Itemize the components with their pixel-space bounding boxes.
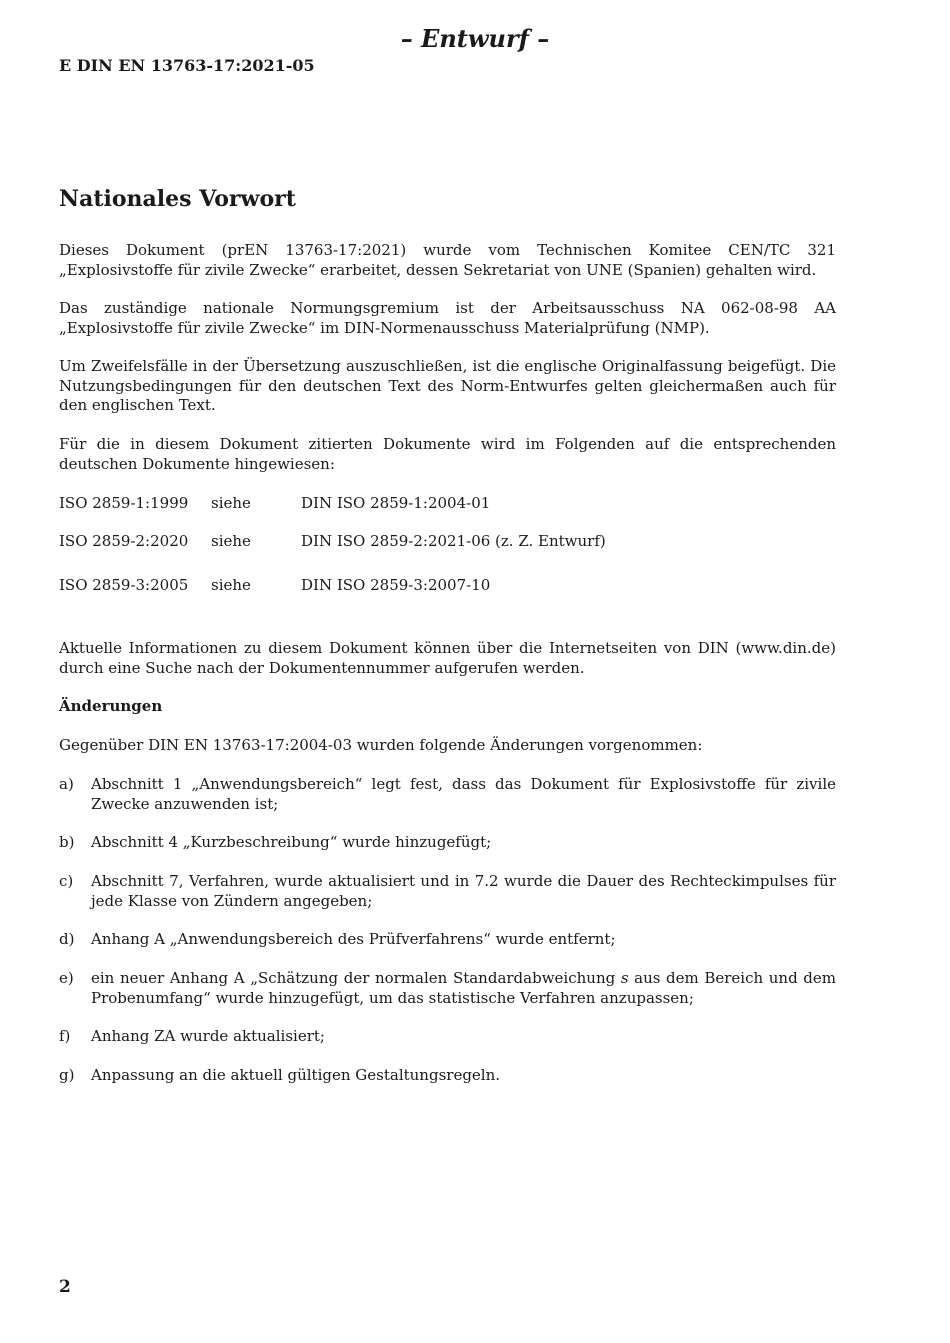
change-item-b (59, 833, 836, 853)
draft-watermark: – Entwurf – (400, 24, 550, 53)
reference-relation: siehe (211, 576, 251, 594)
list-item-text-part: ein neuer Anhang A „Schätzung der normalen Standardabweichung (91, 969, 621, 987)
document-id: E DIN EN 13763-17:2021-05 (59, 56, 315, 75)
list-item-text: Abschnitt 7, Verfahren, wurde aktualisiert und in 7.2 wurde die Dauer des Rechteckimpulses für jede Klasse von Zündern angegeben; (91, 872, 836, 910)
reference-source: ISO 2859-3:2005 (59, 576, 189, 594)
paragraph-din-info: Aktuelle Informationen zu diesem Dokument können über die Internetseiten von DIN (www.din.de) durch eine Suche nach der Dokumentennummer aufgerufen werden. (59, 639, 836, 677)
reference-target: DIN ISO 2859-1:2004-01 (301, 494, 491, 512)
change-item-g (59, 1066, 836, 1086)
reference-source: ISO 2859-1:1999 (59, 494, 189, 512)
change-item-e (59, 969, 836, 1008)
change-item-a (59, 775, 836, 814)
math-symbol-s: s (620, 969, 629, 987)
list-marker: g) (59, 1066, 75, 1084)
list-marker: c) (59, 872, 74, 890)
changes-intro: Gegenüber DIN EN 13763-17:2004-03 wurden folgende Änderungen vorgenommen: (59, 736, 703, 754)
list-item-text: Anpassung an die aktuell gültigen Gestaltungsregeln. (91, 1066, 501, 1084)
reference-relation: siehe (211, 494, 251, 512)
change-item-f (59, 1027, 836, 1047)
reference-target: DIN ISO 2859-3:2007-10 (301, 576, 491, 594)
changes-heading: Änderungen (59, 697, 163, 715)
list-item-text (91, 969, 836, 1008)
change-item-c (59, 872, 836, 911)
paragraph-translation: Um Zweifelsfälle in der Übersetzung auszuschließen, ist die englische Originalfassung beigefügt. Die Nutzungsbedingungen für den deutschen Text des Norm-Entwurfes gelten gleichermaßen auch für den englischen Text. (59, 357, 836, 414)
list-item-text: Anhang A „Anwendungsbereich des Prüfverfahrens“ wurde entfernt; (91, 930, 616, 948)
list-marker: e) (59, 969, 74, 987)
list-item-text: Abschnitt 4 „Kurzbeschreibung“ wurde hinzugefügt; (91, 833, 492, 851)
list-marker: f) (59, 1027, 71, 1045)
list-item-text: Abschnitt 1 „Anwendungsbereich“ legt fest, dass das Dokument für Explosivstoffe für zivile Zwecke anzuwenden ist; (91, 775, 836, 813)
reference-source: ISO 2859-2:2020 (59, 532, 189, 550)
list-marker: a) (59, 775, 74, 793)
list-item-text: Anhang ZA wurde aktualisiert; (91, 1027, 325, 1045)
change-item-d (59, 930, 836, 950)
page-title: Nationales Vorwort (59, 186, 296, 212)
paragraph-committee: Dieses Dokument (prEN 13763-17:2021) wurde vom Technischen Komitee CEN/TC 321 „Explosivstoffe für zivile Zwecke“ erarbeitet, dessen Sekretariat von UNE (Spanien) gehalten wird. (59, 241, 836, 279)
paragraph-national-body: Das zuständige nationale Normungsgremium ist der Arbeitsausschuss NA 062-08-98 AA „Explosivstoffe für zivile Zwecke“ im DIN-Normenausschuss Materialprüfung (NMP). (59, 299, 836, 337)
paragraph-references-intro: Für die in diesem Dokument zitierten Dokumente wird im Folgenden auf die entsprechenden deutschen Dokumente hingewiesen: (59, 435, 836, 473)
list-item-text-part: aus dem Bereich und dem Probenumfang“ wurde hinzugefügt, um das statistische Verfahren anzupassen; (91, 969, 837, 1007)
reference-target: DIN ISO 2859-2:2021-06 (z. Z. Entwurf) (301, 532, 606, 550)
list-marker: d) (59, 930, 75, 948)
list-marker: b) (59, 833, 75, 851)
reference-relation: siehe (211, 532, 251, 550)
page-number: 2 (59, 1277, 71, 1297)
